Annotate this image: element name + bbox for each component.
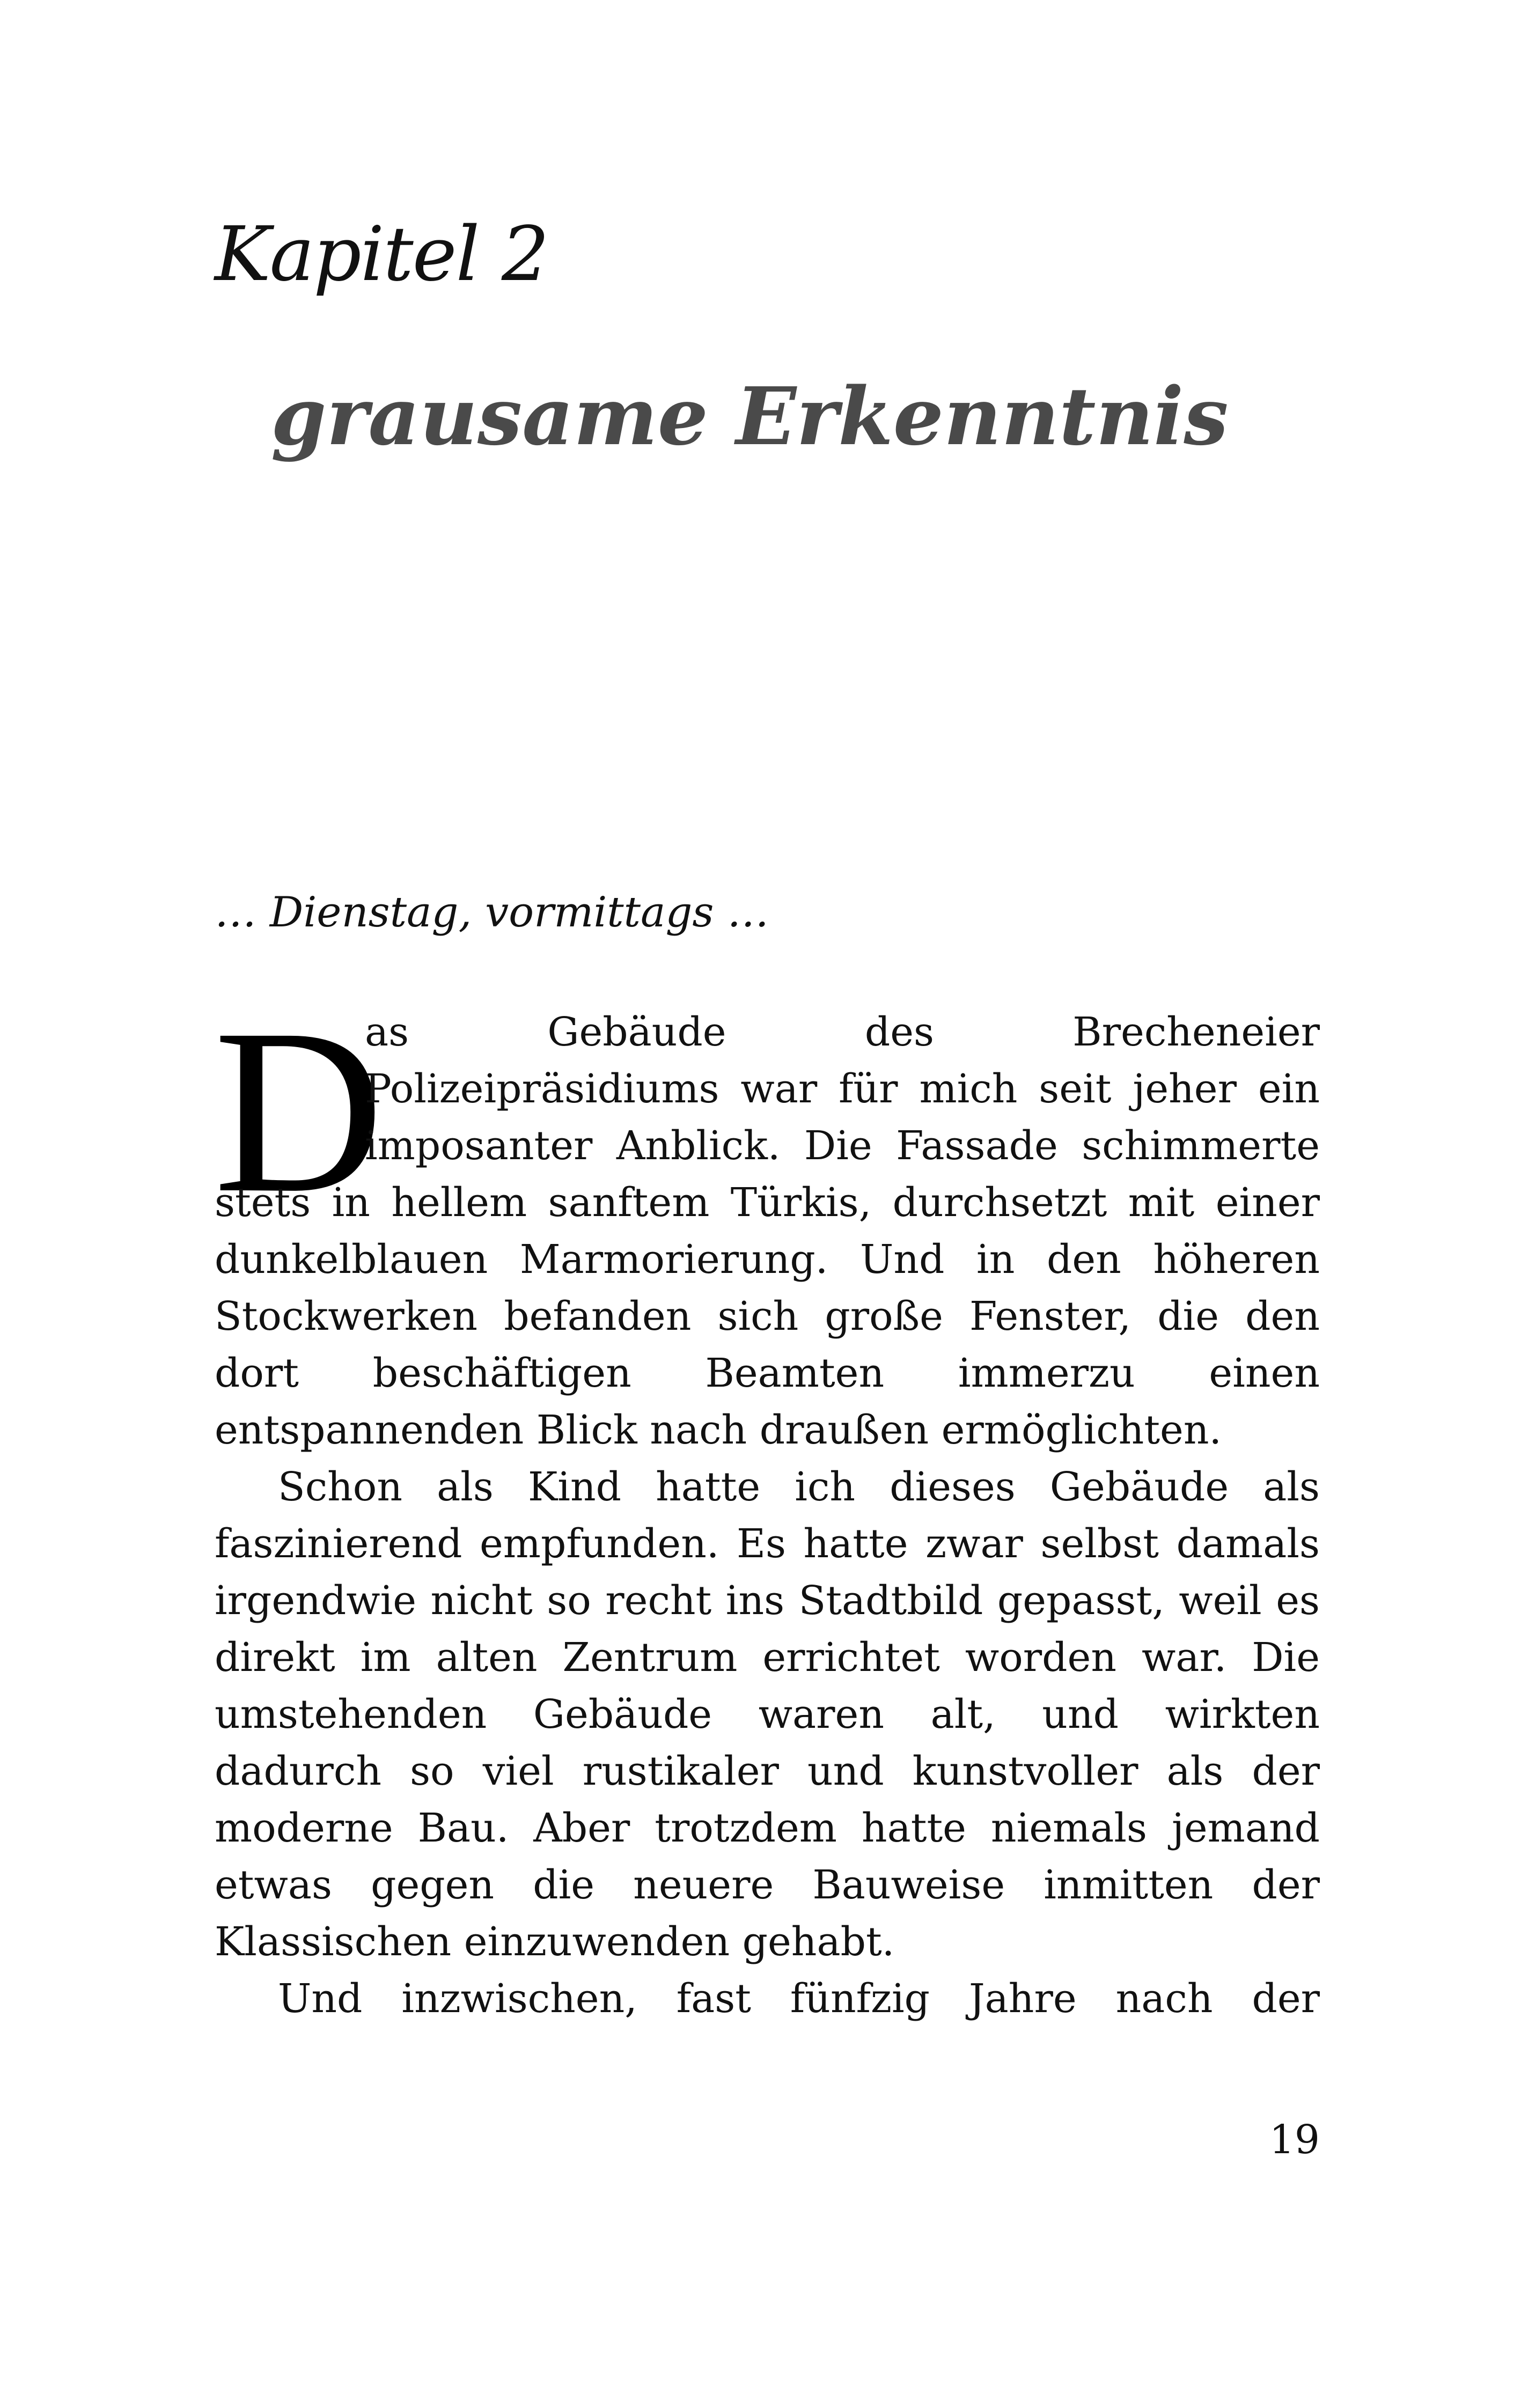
text-line: dort beschäftigen Beamten immerzu einen: [215, 1353, 1320, 1396]
text-line: as Gebäude des Brecheneier: [365, 1012, 1320, 1055]
text-line: moderne Bau. Aber trotzdem hatte niemals jemand: [215, 1808, 1320, 1851]
chapter-title: grausame Erkenntnis: [271, 370, 1229, 463]
dateline: … Dienstag, vormittags …: [215, 888, 769, 937]
drop-cap: D: [214, 981, 384, 1242]
text-line: etwas gegen die neuere Bauweise inmitten der: [215, 1865, 1320, 1908]
text-line: dadurch so viel rustikaler und kunstvoller als der: [215, 1751, 1320, 1794]
text-line: imposanter Anblick. Die Fassade schimmerte: [365, 1126, 1320, 1169]
text-line: direkt im alten Zentrum errichtet worden war. Die: [215, 1638, 1320, 1681]
text-line: stets in hellem sanftem Türkis, durchsetzt mit einer: [215, 1183, 1320, 1226]
chapter-label: Kapitel 2: [215, 211, 548, 298]
text-line: Schon als Kind hatte ich dieses Gebäude als: [278, 1467, 1320, 1510]
text-line: umstehenden Gebäude waren alt, und wirkten: [215, 1695, 1320, 1737]
text-line: Stockwerken befanden sich große Fenster, die den: [215, 1297, 1320, 1339]
text-line: Polizeipräsidiums war für mich seit jeher ein: [365, 1069, 1320, 1112]
text-line: Und inzwischen, fast fünfzig Jahre nach der: [278, 1979, 1320, 2022]
text-line: faszinierend empfunden. Es hatte zwar selbst damals: [215, 1524, 1320, 1567]
text-line: dunkelblauen Marmorierung. Und in den höheren: [215, 1240, 1320, 1283]
page-number: 19: [1269, 2117, 1320, 2163]
text-line: irgendwie nicht so recht ins Stadtbild gepasst, weil es: [215, 1581, 1320, 1624]
text-line: entspannenden Blick nach draußen ermöglichten.: [215, 1410, 1222, 1453]
text-line: Klassischen einzuwenden gehabt.: [215, 1922, 895, 1965]
